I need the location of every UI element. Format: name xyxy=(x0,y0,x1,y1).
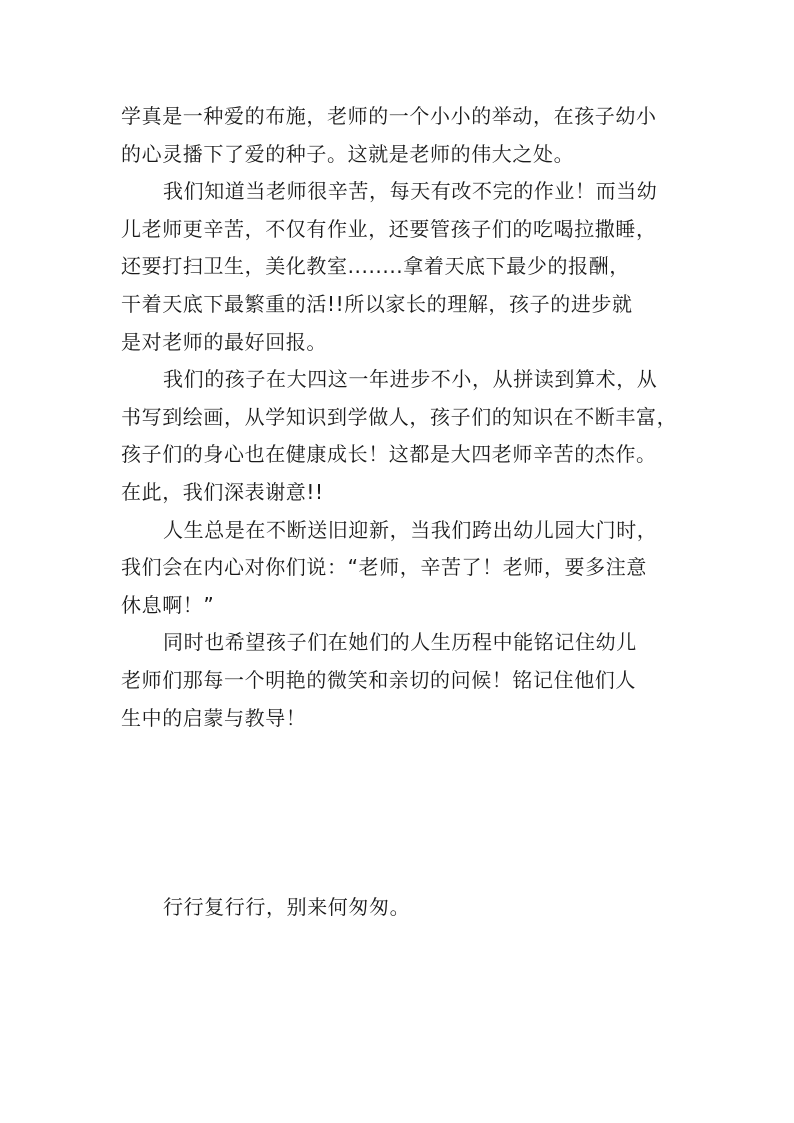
paragraph-line: 书写到绘画，从学知识到学做人，孩子们的知识在不断丰富， xyxy=(121,404,678,429)
paragraph-line: 我们知道当老师很辛苦，每天有改不完的作业！而当幼 xyxy=(163,179,658,204)
paragraph-line: 是对老师的最好回报。 xyxy=(121,329,327,354)
paragraph-line: 休息啊！” xyxy=(121,592,215,617)
paragraph-line: 在此，我们深表谢意!! xyxy=(121,479,324,504)
paragraph-line: 还要打扫卫生，美化教室........拿着天底下最少的报酬， xyxy=(121,254,630,279)
paragraph-line: 我们会在内心对你们说：“老师，辛苦了！老师，要多注意 xyxy=(121,555,647,580)
paragraph-line: 儿老师更辛苦，不仅有作业，还要管孩子们的吃喝拉撒睡， xyxy=(121,216,657,241)
paragraph-line: 老师们那每一个明艳的微笑和亲切的问候！铭记住他们人 xyxy=(121,667,636,692)
paragraph-line: 我们的孩子在大四这一年进步不小，从拼读到算术，从 xyxy=(163,367,658,392)
paragraph-line: 生中的启蒙与教导！ xyxy=(121,705,307,730)
paragraph-line: 同时也希望孩子们在她们的人生历程中能铭记住幼儿 xyxy=(163,630,637,655)
paragraph-line: 学真是一种爱的布施，老师的一个小小的举动，在孩子幼小 xyxy=(121,104,657,128)
paragraph-line: 孩子们的身心也在健康成长！这都是大四老师辛苦的杰作。 xyxy=(121,442,657,467)
paragraph-line: 人生总是在不断送旧迎新，当我们跨出幼儿园大门时， xyxy=(163,517,658,542)
closing-line: 行行复行行，别来何匆匆。 xyxy=(163,895,411,919)
paragraph-line: 干着天底下最繁重的活!!所以家长的理解，孩子的进步就 xyxy=(121,291,633,316)
body-text xyxy=(121,98,681,737)
paragraph-line: 的心灵播下了爱的种子。这就是老师的伟大之处。 xyxy=(121,141,575,166)
